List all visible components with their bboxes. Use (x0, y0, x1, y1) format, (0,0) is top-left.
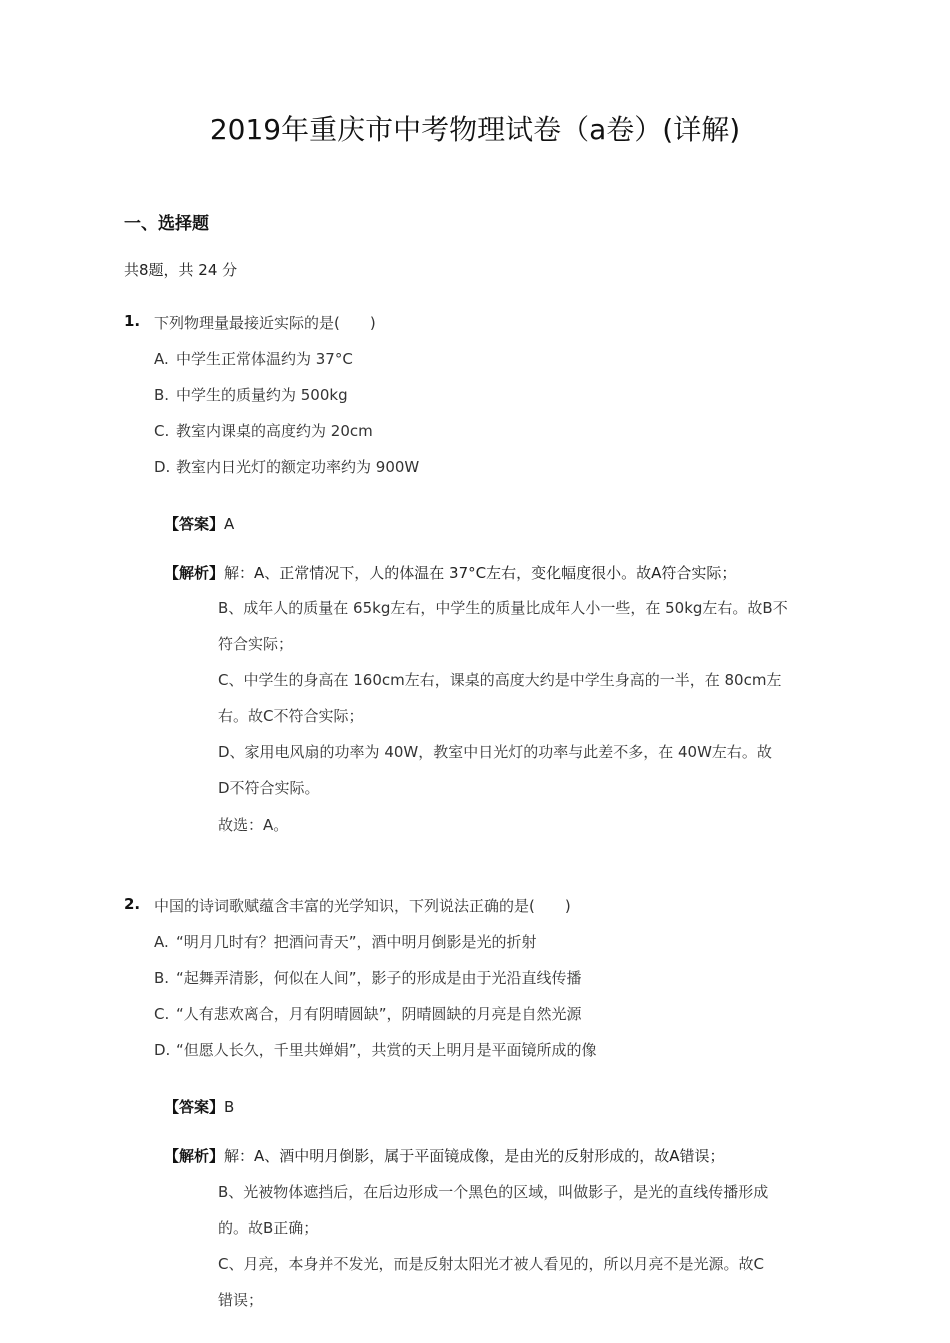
section-heading: 一、选择题 (124, 214, 209, 234)
option-text: 中学生的质量约为 500kg (176, 386, 348, 404)
answer-value: B (224, 1098, 235, 1116)
answer-label: 【答案】 (164, 1098, 225, 1116)
option-text: 中学生正常体温约为 37°C (176, 350, 353, 368)
analysis-line: 右。故C不符合实际； (218, 707, 364, 725)
option-letter: B. (154, 386, 170, 404)
option-letter: A. (154, 933, 169, 951)
analysis-first-line (164, 562, 736, 583)
option-letter: B. (154, 969, 170, 987)
option-letter: C. (154, 1005, 170, 1023)
option-row (154, 1039, 597, 1060)
option-letter: D. (154, 458, 171, 476)
analysis-line: 符合实际； (218, 635, 294, 653)
option-row (154, 348, 353, 369)
question-stem: 下列物理量最接近实际的是( ) (154, 314, 376, 332)
option-letter: D. (154, 1041, 171, 1059)
option-row (154, 967, 582, 988)
analysis-text: 解：A、酒中明月倒影，属于平面镜成像，是由光的反射形成的，故A错误； (224, 1147, 725, 1165)
analysis-line: 的。故B正确； (218, 1219, 319, 1237)
answer-value: A (224, 515, 235, 533)
option-text: 教室内日光灯的额定功率约为 900W (176, 458, 420, 476)
analysis-line: B、成年人的质量在 65kg左右，中学生的质量比成年人小一些，在 50kg左右。故B不 (218, 599, 788, 617)
option-row (154, 1003, 582, 1024)
option-text: 教室内课桌的高度约为 20cm (176, 422, 373, 440)
option-text: “人有悲欢离合，月有阴晴圆缺”，阴晴圆缺的月亮是自然光源 (176, 1005, 582, 1023)
option-row (154, 931, 537, 952)
analysis-line: D、家用电风扇的功率为 40W，教室中日光灯的功率与此差不多，在 40W左右。故 (218, 743, 772, 761)
page-title: 2019年重庆市中考物理试卷（a卷）(详解) (209, 113, 741, 146)
analysis-text: 解：A、正常情况下，人的体温在 37°C左右，变化幅度很小。故A符合实际； (224, 564, 737, 582)
analysis-line: D不符合实际。 (218, 779, 320, 797)
question-number: 2. (124, 895, 141, 913)
answer-line (164, 1096, 234, 1117)
question-stem: 中国的诗词歌赋蕴含丰富的光学知识，下列说法正确的是( ) (154, 897, 571, 915)
option-row (154, 420, 373, 441)
option-text: “但愿人长久，千里共婵娟”，共赏的天上明月是平面镜所成的像 (176, 1041, 597, 1059)
analysis-line: 错误； (218, 1291, 264, 1309)
option-letter: C. (154, 422, 170, 440)
option-text: “明月几时有？把酒问青天”，酒中明月倒影是光的折射 (176, 933, 537, 951)
analysis-line: C、中学生的身高在 160cm左右，课桌的高度大约是中学生身高的一半，在 80cm左 (218, 671, 782, 689)
analysis-label: 【解析】 (164, 1147, 225, 1165)
option-row (154, 384, 348, 405)
analysis-label: 【解析】 (164, 564, 225, 582)
analysis-first-line (164, 1145, 725, 1166)
question-number: 1. (124, 312, 141, 330)
answer-label: 【答案】 (164, 515, 225, 533)
analysis-line: B、光被物体遮挡后，在后边形成一个黑色的区域，叫做影子，是光的直线传播形成 (218, 1183, 769, 1201)
section-meta: 共8题，共 24 分 (124, 261, 238, 279)
option-row (154, 456, 419, 477)
analysis-line: C、月亮，本身并不发光，而是反射太阳光才被人看见的，所以月亮不是光源。故C (218, 1255, 764, 1273)
analysis-line: 故选：A。 (218, 816, 289, 834)
option-text: “起舞弄清影，何似在人间”，影子的形成是由于光沿直线传播 (176, 969, 582, 987)
option-letter: A. (154, 350, 169, 368)
answer-line (164, 513, 234, 534)
